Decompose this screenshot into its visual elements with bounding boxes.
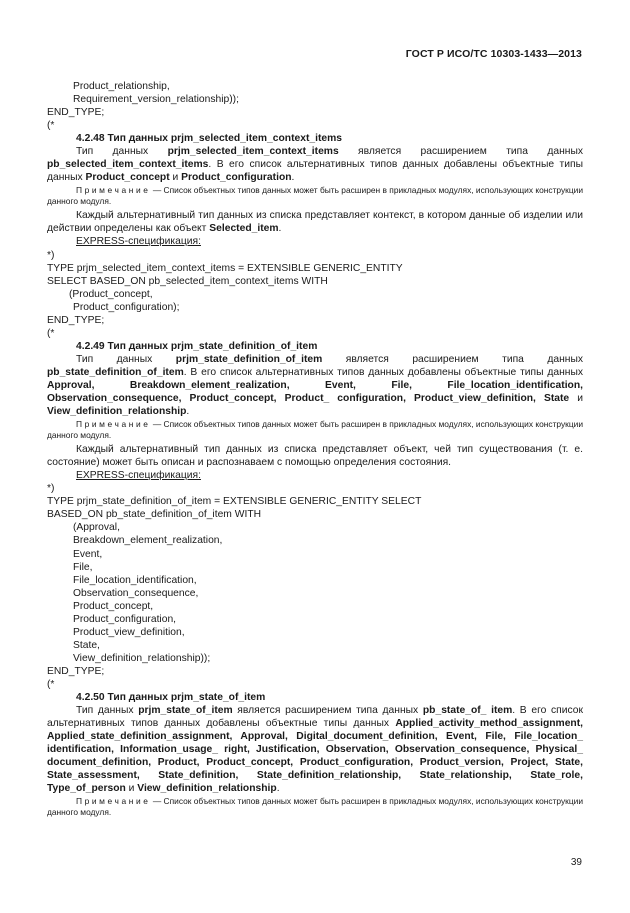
code-line: END_TYPE; [47,107,105,119]
page-content [47,80,583,820]
code-line: Product_view_definition, [73,626,185,638]
text-run: . В его список альтернативных типов данных добавлены объектные типы данных [183,366,583,378]
code-line: SELECT BASED_ON pb_selected_item_context_items WITH [47,275,328,287]
page-number: 39 [570,857,582,868]
bold-term: Product_configuration [181,172,292,184]
code-line: Observation_consequence, [73,587,199,599]
code-line: Product_configuration, [73,613,177,625]
text-run: . [186,406,190,418]
text-run: является расширением типа данных [322,353,583,365]
code-line: TYPE prjm_selected_item_context_items = EXTENSIBLE GENERIC_ENTITY [47,262,403,274]
text-run: . В его список альтернативных типов данных добавлены объектные типы данных [47,705,583,730]
bold-term: prjm_state_definition_of_item [175,353,323,365]
note-text: — Список объектных типов данных может быть расширен в прикладных модулях, использующих конструкции данного модуля. [47,419,583,441]
bold-term: Approval, Breakdown_element_realization, Event, File, File_location_identification, Observation_consequence, Product_concept, Product_ configuration, Product_view_definition, State [47,379,583,405]
code-line: Product_concept, [73,600,154,612]
code-line: (* [47,120,55,132]
code-line: BASED_ON pb_state_definition_of_item WITH [47,509,262,521]
section-heading-4-2-48: 4.2.48 Тип данных prjm_selected_item_context_items [76,133,342,145]
note-text: — Список объектных типов данных может быть расширен в прикладных модулях, использующих конструкции данного модуля. [47,796,583,818]
text-run: . [291,172,295,184]
code-line: Breakdown_element_realization, [73,535,223,547]
text-run: является расширением типа данных [338,146,583,158]
note [47,419,583,441]
text-run: является расширением типа данных [232,705,423,717]
note-label: Примечание [76,185,151,196]
code-line: END_TYPE; [47,665,105,677]
code-line: END_TYPE; [47,314,105,326]
text-run: и [569,393,583,405]
code-line: (Approval, [73,522,120,534]
code-line: (* [47,678,55,690]
code-line: TYPE prjm_state_definition_of_item = EXTENSIBLE GENERIC_ENTITY SELECT [47,496,422,508]
paragraph [47,704,583,795]
section-heading-4-2-49: 4.2.49 Тип данных prjm_state_definition_of_item [76,340,318,352]
code-line: Event, [73,548,103,560]
text-run: Тип данных [76,353,176,365]
text-run: . [276,783,280,795]
code-line: Product_configuration); [73,301,180,313]
code-line: State, [73,639,100,651]
code-line: Product_relationship, [73,81,170,92]
bold-term: Product_concept [85,172,170,184]
note-label: Примечание [76,796,151,807]
code-line: *) [47,249,55,261]
code-line: File, [73,561,93,573]
note [47,185,583,207]
bold-term: prjm_state_of_item [138,705,233,717]
bold-term: Applied_activity_method_assignment, Applied_state_definition_assignment, Approval, Digital_document_definition, Event, File, File_location_ identification, Information_usage_ right, Justification, Observation, Observation_consequence, Physical_ document_definition, Product, Product_concept, Product_configuration, Product_version, Project, State, State_assessment, State_definition, State_definition_relationship, State_relationship, State_role, Type_of_person [47,718,583,795]
note-text: — Список объектных типов данных может быть расширен в прикладных модулях, использующих конструкции данного модуля. [47,185,583,207]
code-line: File_location_identification, [73,574,197,586]
text-run: . В его список альтернативных типов данных добавлены объектные типы данных [47,159,583,184]
bold-term: pb_selected_item_context_items [47,159,209,171]
code-line: View_definition_relationship)); [73,652,211,664]
standard-header: ГОСТ Р ИСО/ТС 10303-1433—2013 [405,48,582,60]
code-line: *) [47,483,55,495]
bold-term: prjm_selected_item_context_items [167,146,339,158]
paragraph [47,353,583,418]
paragraph [47,145,583,184]
text-run: и [125,783,138,795]
express-label: EXPRESS-спецификация: [76,236,201,248]
section-heading-4-2-50: 4.2.50 Тип данных prjm_state_of_item [76,692,266,704]
text-run: Тип данных [76,146,168,158]
code-line: (* [47,327,55,339]
bold-term: View_definition_relationship [47,406,187,418]
bold-term: View_definition_relationship [137,783,277,795]
text-run: Тип данных [76,705,139,717]
text-run: . [278,223,282,235]
text-run: Каждый альтернативный тип данных из списка представляет объект, чей тип существования (т. е. состояние) может быть описан и распознаваем с помощью определения состояния. [47,444,583,469]
bold-term: pb_state_definition_of_item [47,366,184,378]
code-line: (Product_concept, [69,288,153,300]
paragraph [47,209,583,235]
text-run: и [169,172,182,184]
text-run: Каждый альтернативный тип данных из списка представляет контекст, в котором данные об изделии или действии определены как объект [47,210,583,235]
bold-term: Selected_item [209,223,279,235]
paragraph [47,443,583,469]
bold-term: pb_state_of_ item [422,705,513,717]
note-label: Примечание [76,419,151,430]
note [47,796,583,818]
express-label: EXPRESS-спецификация: [76,470,201,482]
code-line: Requirement_version_relationship)); [73,94,239,106]
